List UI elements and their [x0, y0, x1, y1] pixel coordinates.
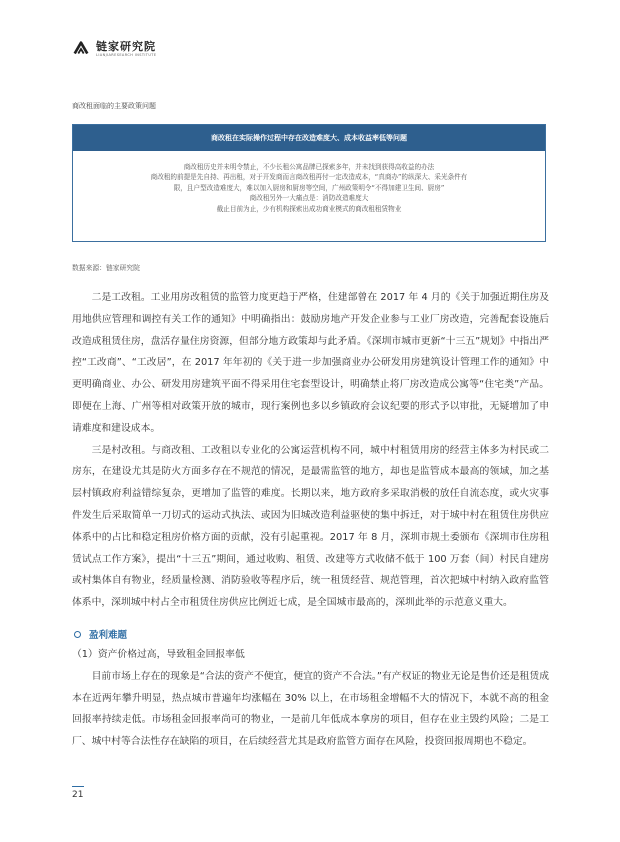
paragraph-village-conversion: 三是村改租。与商改租、工改租以专业化的公寓运营机构不同，城中村租赁用房的经营主体多为村民或二房东，在建设尤其是防火方面多存在不规范的情况，是最需监管的地方，却也是监管成本最高的领域，加之基层村镇政府利益错综复杂，更增加了监管的难度。长期以来，地方政府多采取消极的放任自流态度，或火灾事件发生后采取简单一刀切式的运动式执法、或因为旧城改造利益驱使的集中拆迁，对于城中村在租赁住房供应体系中的占比和稳定租房价格方面的贡献，没有引起重视。2017 年 8 月，深圳市规土委颁布《深圳市住房租赁试点工作方案》，提出“十三五”期间，通过收购、租赁、改建等方式收储不低于 100 万套（间）村民自建房或村集体自有物业，经质量检测、消防验收等程序后，统一租赁经营、规范管理，首次把城中村纳入政府监管体系中，深圳城中村占全市租赁住房供应比例近七成，是全国城市最高的，深圳此举的示范意义重大。: [72, 444, 549, 609]
box-line: 限，且户型改造难度大，难以加入厨房和厨房等空间，广州政策明令“不得加建卫生间、厨房”: [173, 183, 445, 192]
sub-heading: [74, 627, 127, 641]
logo-name: 链家研究院: [96, 39, 156, 53]
circle-bullet-icon: [74, 631, 81, 638]
paragraph-industrial-conversion: 二是工改租。工业用房改租赁的监管力度更趋于严格，住建部曾在 2017 年 4 月的《关于加强近期住房及用地供应管理和调控有关工作的通知》中明确指出：鼓励房地产开发企业参与工业厂房改造，完善配套设施后改造成租赁住房，盘活存量住房资源，但部分地方政策却与此矛盾。《深圳市城市更新“十三五”规划》中指出严控“工改商”、“工改居”，在 2017 年年初的《关于进一步加强商业办公研发用房建筑设计管理工作的通知》中更明确商业、办公、研发用房建筑平面不得采用住宅套型设计，明确禁止将厂房改造成公寓等“住宅类”产品。即便在上海、广州等相对政策开放的城市，现行案例也多以乡镇政府会议纪要的形式予以审批，无疑增加了申请难度和建设成本。: [72, 292, 549, 434]
box-header: 商改租在实际操作过程中存在改造难度大、成本收益率低等问题: [73, 125, 545, 151]
box-line: 商改租另外一大痛点是：消防改造难度大: [249, 194, 369, 203]
lianjia-logo-icon: [72, 40, 90, 58]
figure-title: 商改租面临的主要政策问题: [72, 102, 156, 110]
box-line: 商改租历史并未明令禁止，不少长租公寓品牌已探索多年，并未找到获得高收益的办法: [183, 163, 435, 171]
body-section-2: [72, 644, 549, 753]
sub-heading-label: 盈利难题: [89, 630, 128, 641]
body-section-1: [72, 287, 549, 614]
logo-subtitle: LIANJIARESEARCH INSTITUTE: [96, 52, 157, 57]
policy-issues-box: [72, 124, 546, 242]
paragraph-asset-price: 目前市场上存在的现象是“合法的资产不便宜，便宜的资产不合法。”有产权证的物业无论是售价还是租赁成本在近两年攀升明显，热点城市普遍年均涨幅在 30% 以上，在市场租金增幅不大的情况下，本就不高的租金回报率持续走低。市场租金回报率尚可的物业，一是前几年低成本拿房的项目，但存在业主毁约风险；二是工厂、城中村等合法性存在缺陷的项目，在后续经营尤其是政府监管方面存在风险，投资回报周期也不稳定。: [72, 670, 549, 748]
page-number-rule: [72, 786, 84, 787]
box-line: 截止目前为止，少有机构探索出成功商业模式的商改租租赁物业: [216, 204, 402, 213]
page-number: 21: [72, 790, 84, 800]
brand-logo: [72, 40, 156, 58]
data-source: 数据来源：链家研究院: [72, 264, 140, 272]
item-label: （1）资产价格过高，导致租金回报率低: [72, 649, 245, 660]
box-body: [73, 151, 545, 214]
box-line: 商改租的前提是先自持、再出租，对于开发商而言商改租再付一定改造成本，“真商办”的纵深大、采光条件有: [150, 173, 468, 182]
